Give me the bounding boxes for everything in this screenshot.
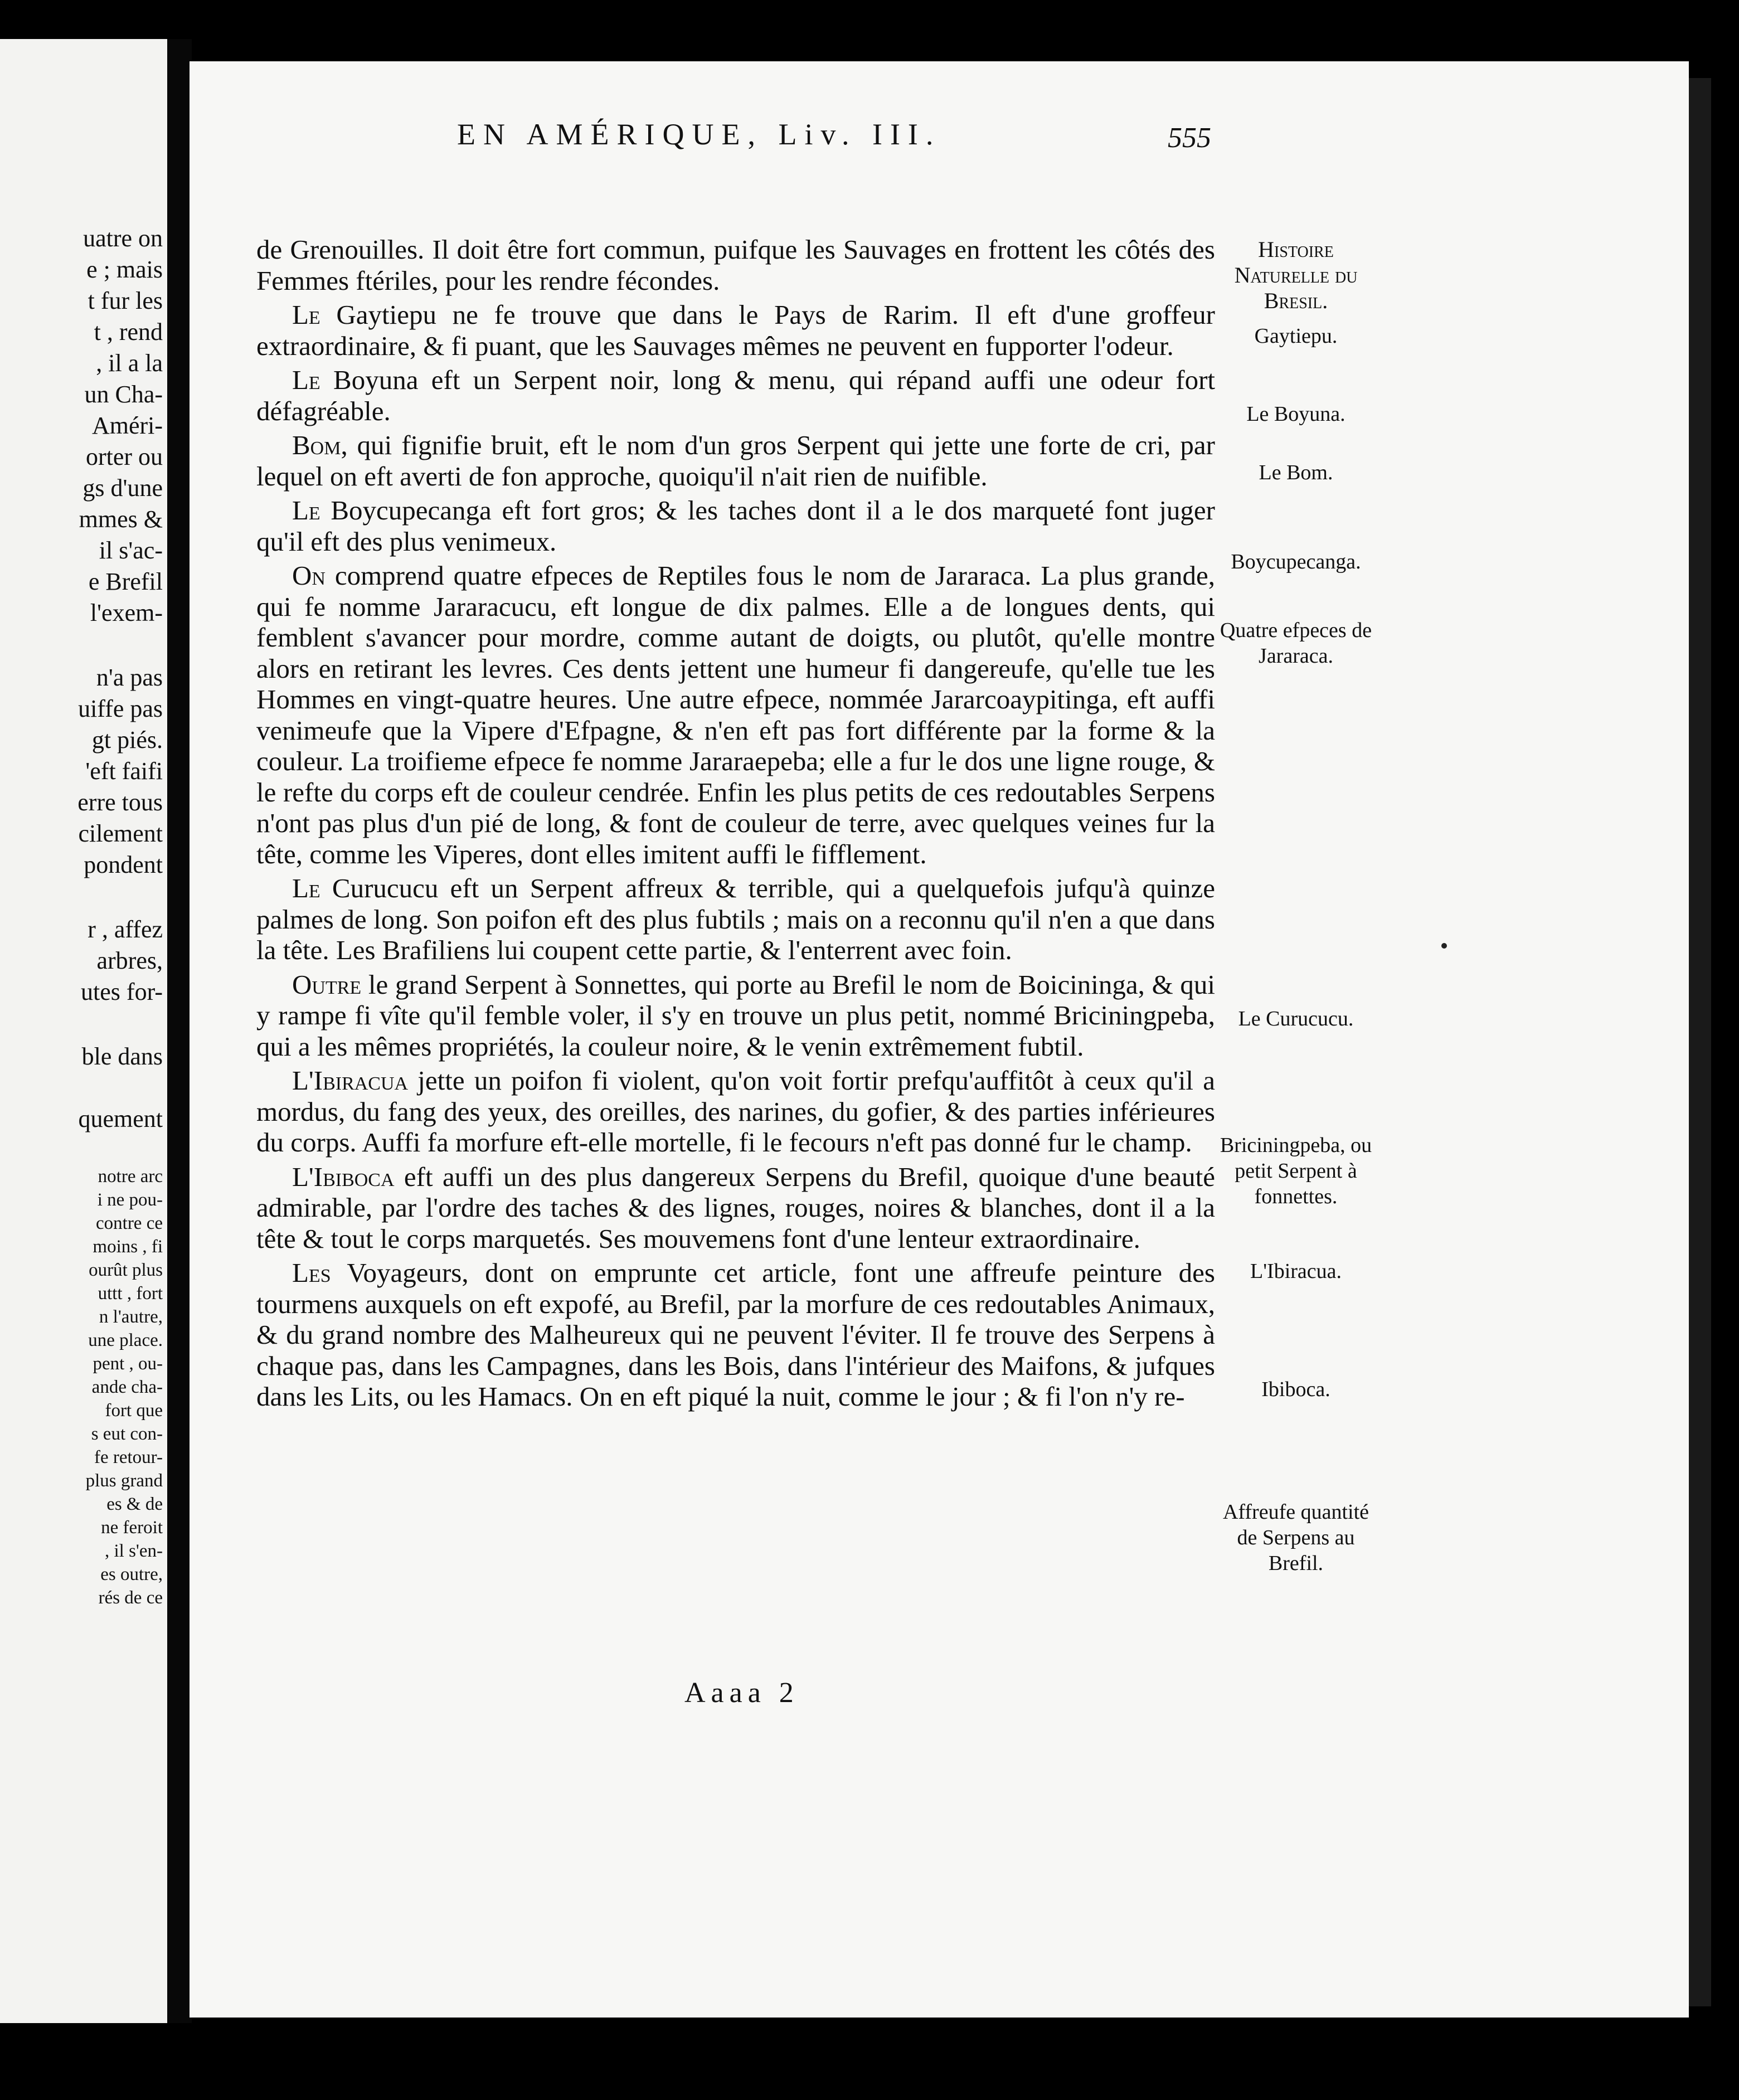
left-fragment: e Brefil [88,568,163,595]
book-gutter [167,39,192,2023]
left-footnote: ne feroit [101,1518,163,1538]
paragraph: Les Voyageurs, dont on emprunte cet article, font une affreufe peinture des tourmens auxquels on eft expofé, au Brefil, par la morfure de ces redoutables Animaux, & du grand nombre des Malheureux qui ne peuvent l'éviter. Il fe trouve des Serpens à chaque pas, dans les Campagnes, dans les Bois, dans l'intérieur des Maifons, & jufques dans les Lits, ou les Hamacs. On en eft piqué la nuit, comme le jour ; & fi l'on n'y re- [256,1257,1215,1412]
left-fragment: un Cha- [84,381,163,408]
paragraph: Le Boyuna eft un Serpent noir, long & menu, qui répand auffi une odeur fort défagréable. [256,364,1215,426]
margin-note: Le Boyuna. [1246,402,1345,426]
left-footnote: s eut con- [91,1424,163,1444]
left-fragment: pondent [84,851,163,878]
margin-note: Briciningpeba, ou petit Serpent à fonnettes. [1220,1134,1372,1208]
margin-note: Le Bom. [1259,461,1333,484]
left-footnote: n l'autre, [99,1307,163,1327]
margin-note: Le Curucucu. [1238,1007,1354,1030]
left-fragment: ble dans [81,1043,163,1070]
left-fragment: , il a la [96,349,163,377]
left-fragment: cilement [78,820,163,847]
left-fragment: utes for- [81,978,163,1005]
left-footnote: ande cha- [91,1377,163,1397]
left-fragment: quement [78,1105,163,1132]
left-footnote: une place. [88,1330,163,1350]
left-fragment: mmes & [79,505,163,533]
margin-note: Ibiboca. [1261,1378,1330,1401]
signature-mark: Aaaa 2 [684,1677,799,1709]
paragraph: Le Boycupecanga eft fort gros; & les taches dont il a le dos marqueté font juger qu'il eft des plus venimeux. [256,495,1215,557]
left-footnote: ourût plus [89,1260,163,1280]
left-fragment: erre tous [77,789,163,816]
left-fragment: uatre on [83,225,163,252]
left-fragment: Améri- [91,412,163,439]
body-text [256,234,1215,1416]
paragraph: L'Ibiracua jette un poifon fi violent, qu'on voit fortir prefqu'auffitôt à ceux qu'il a mordus, du fang des yeux, des oreilles, des narines, du gofier, & des parties inférieures du corps. Auffi fa morfure eft-elle mortelle, fi le fecours n'eft pas donné fur le champ. [256,1065,1215,1158]
left-fragment: uiffe pas [78,695,163,722]
left-fragment: orter ou [85,443,163,470]
left-fragment: r , affez [88,916,163,943]
ink-speck [1441,943,1447,949]
left-fragment: t fur les [88,287,163,314]
paragraph: On comprend quatre efpeces de Reptiles fous le nom de Jararaca. La plus grande, qui fe nomme Jararacucu, eft longue de dix palmes. Elle a de longues dents, qui femblent s'avancer pour mordre, comme autant de doigts, ou plutôt, qu'elle montre alors en retirant les levres. Ces dents jettent une humeur fi dangereufe, qu'elle tue les Hommes en vingt-quatre heures. Une autre efpece, nommée Jararcoaypitinga, eft auffi venimeufe que la Vipere d'Efpagne, & n'en eft pas fort différente par la forme & la couleur. La troifieme efpece fe nomme Jararaepeba; elle a fur le dos une ligne rouge, & le refte du corps eft de couleur cendrée. Enfin les plus petits de ces redoutables Serpens n'ont pas plus d'un pié de long, & font de couleur de terre, avec quelques veines fur la tête, comme les Viperes, dont elles imitent auffi le fifflement. [256,560,1215,869]
left-footnote: uttt , fort [98,1284,163,1304]
page-number: 555 [1168,122,1211,154]
left-fragment: il s'ac- [99,537,163,564]
paragraph: Bom, qui fignifie bruit, eft le nom d'un gros Serpent qui jette une forte de cri, par lequel on eft averti de fon approche, quoiqu'il n'ait rien de nuifible. [256,430,1215,492]
margin-note: Histoire Naturelle du Bresil. [1234,237,1358,313]
paragraph: L'Ibiboca eft auffi un des plus dangereux Serpens du Brefil, quoique d'une beauté admirable, par l'ordre des taches & des lignes, rouges, noires & blanches, dont il a la tête & tout le corps marquetés. Ses mouvemens font d'une lenteur extraordinaire. [256,1161,1215,1254]
margin-note: Quatre efpeces de Jararaca. [1220,619,1372,668]
left-footnote: rés de ce [98,1588,163,1608]
facing-page-fragment [0,39,167,2023]
left-footnote: plus grand [85,1471,163,1491]
left-footnote: contre ce [96,1213,163,1233]
paragraph: Outre le grand Serpent à Sonnettes, qui porte au Brefil le nom de Boicininga, & qui y rampe fi vîte qu'il femble voler, il s'y en trouve un plus petit, nommé Briciningpeba, qui a les mêmes propriétés, la couleur noire, & le venin extrêmement fubtil. [256,969,1215,1062]
margin-note: Gaytiepu. [1254,324,1338,348]
page-edge-shadow [1689,78,1711,2006]
left-fragment: arbres, [96,947,163,974]
left-fragment: e ; mais [86,256,163,283]
left-footnote: es & de [106,1494,163,1514]
left-fragment: n'a pas [96,664,163,691]
left-fragment: 'eft faifi [85,757,163,785]
left-footnote: es outre, [100,1564,163,1584]
left-footnote: i ne pou- [97,1190,163,1210]
left-footnote: fe retour- [94,1447,163,1467]
paragraph: de Grenouilles. Il doit être fort commun, puifque les Sauvages en frottent les côtés des Femmes ftériles, pour les rendre fécondes. [256,234,1215,296]
left-fragment: t , rend [94,318,163,346]
left-footnote: pent , ou- [93,1354,163,1374]
running-header: EN AMÉRIQUE, Liv. III. [457,118,941,151]
left-fragment: l'exem- [90,599,163,626]
margin-note: L'Ibiracua. [1250,1260,1342,1283]
left-footnote: fort que [105,1401,163,1421]
left-footnote: moins , fi [93,1237,163,1257]
margin-note: Boycupecanga. [1231,550,1361,573]
left-footnote: , il s'en- [104,1541,163,1561]
margin-note: Affreufe quantité de Serpens au Brefil. [1222,1500,1369,1575]
paragraph: Le Curucucu eft un Serpent affreux & terrible, qui a quelquefois jufqu'à quinze palmes de long. Son poifon eft des plus fubtils ; mais on a reconnu qu'il n'en a que dans la tête. Les Brafiliens lui coupent cette partie, & l'enterrent avec foin. [256,873,1215,965]
paragraph: Le Gaytiepu ne fe trouve que dans le Pays de Rarim. Il eft d'une groffeur extraordinaire, & fi puant, que les Sauvages mêmes ne peuvent en fupporter l'odeur. [256,299,1215,361]
left-fragment: gs d'une [82,474,163,502]
left-fragment: gt piés. [91,726,163,754]
left-footnote: notre arc [98,1166,163,1187]
